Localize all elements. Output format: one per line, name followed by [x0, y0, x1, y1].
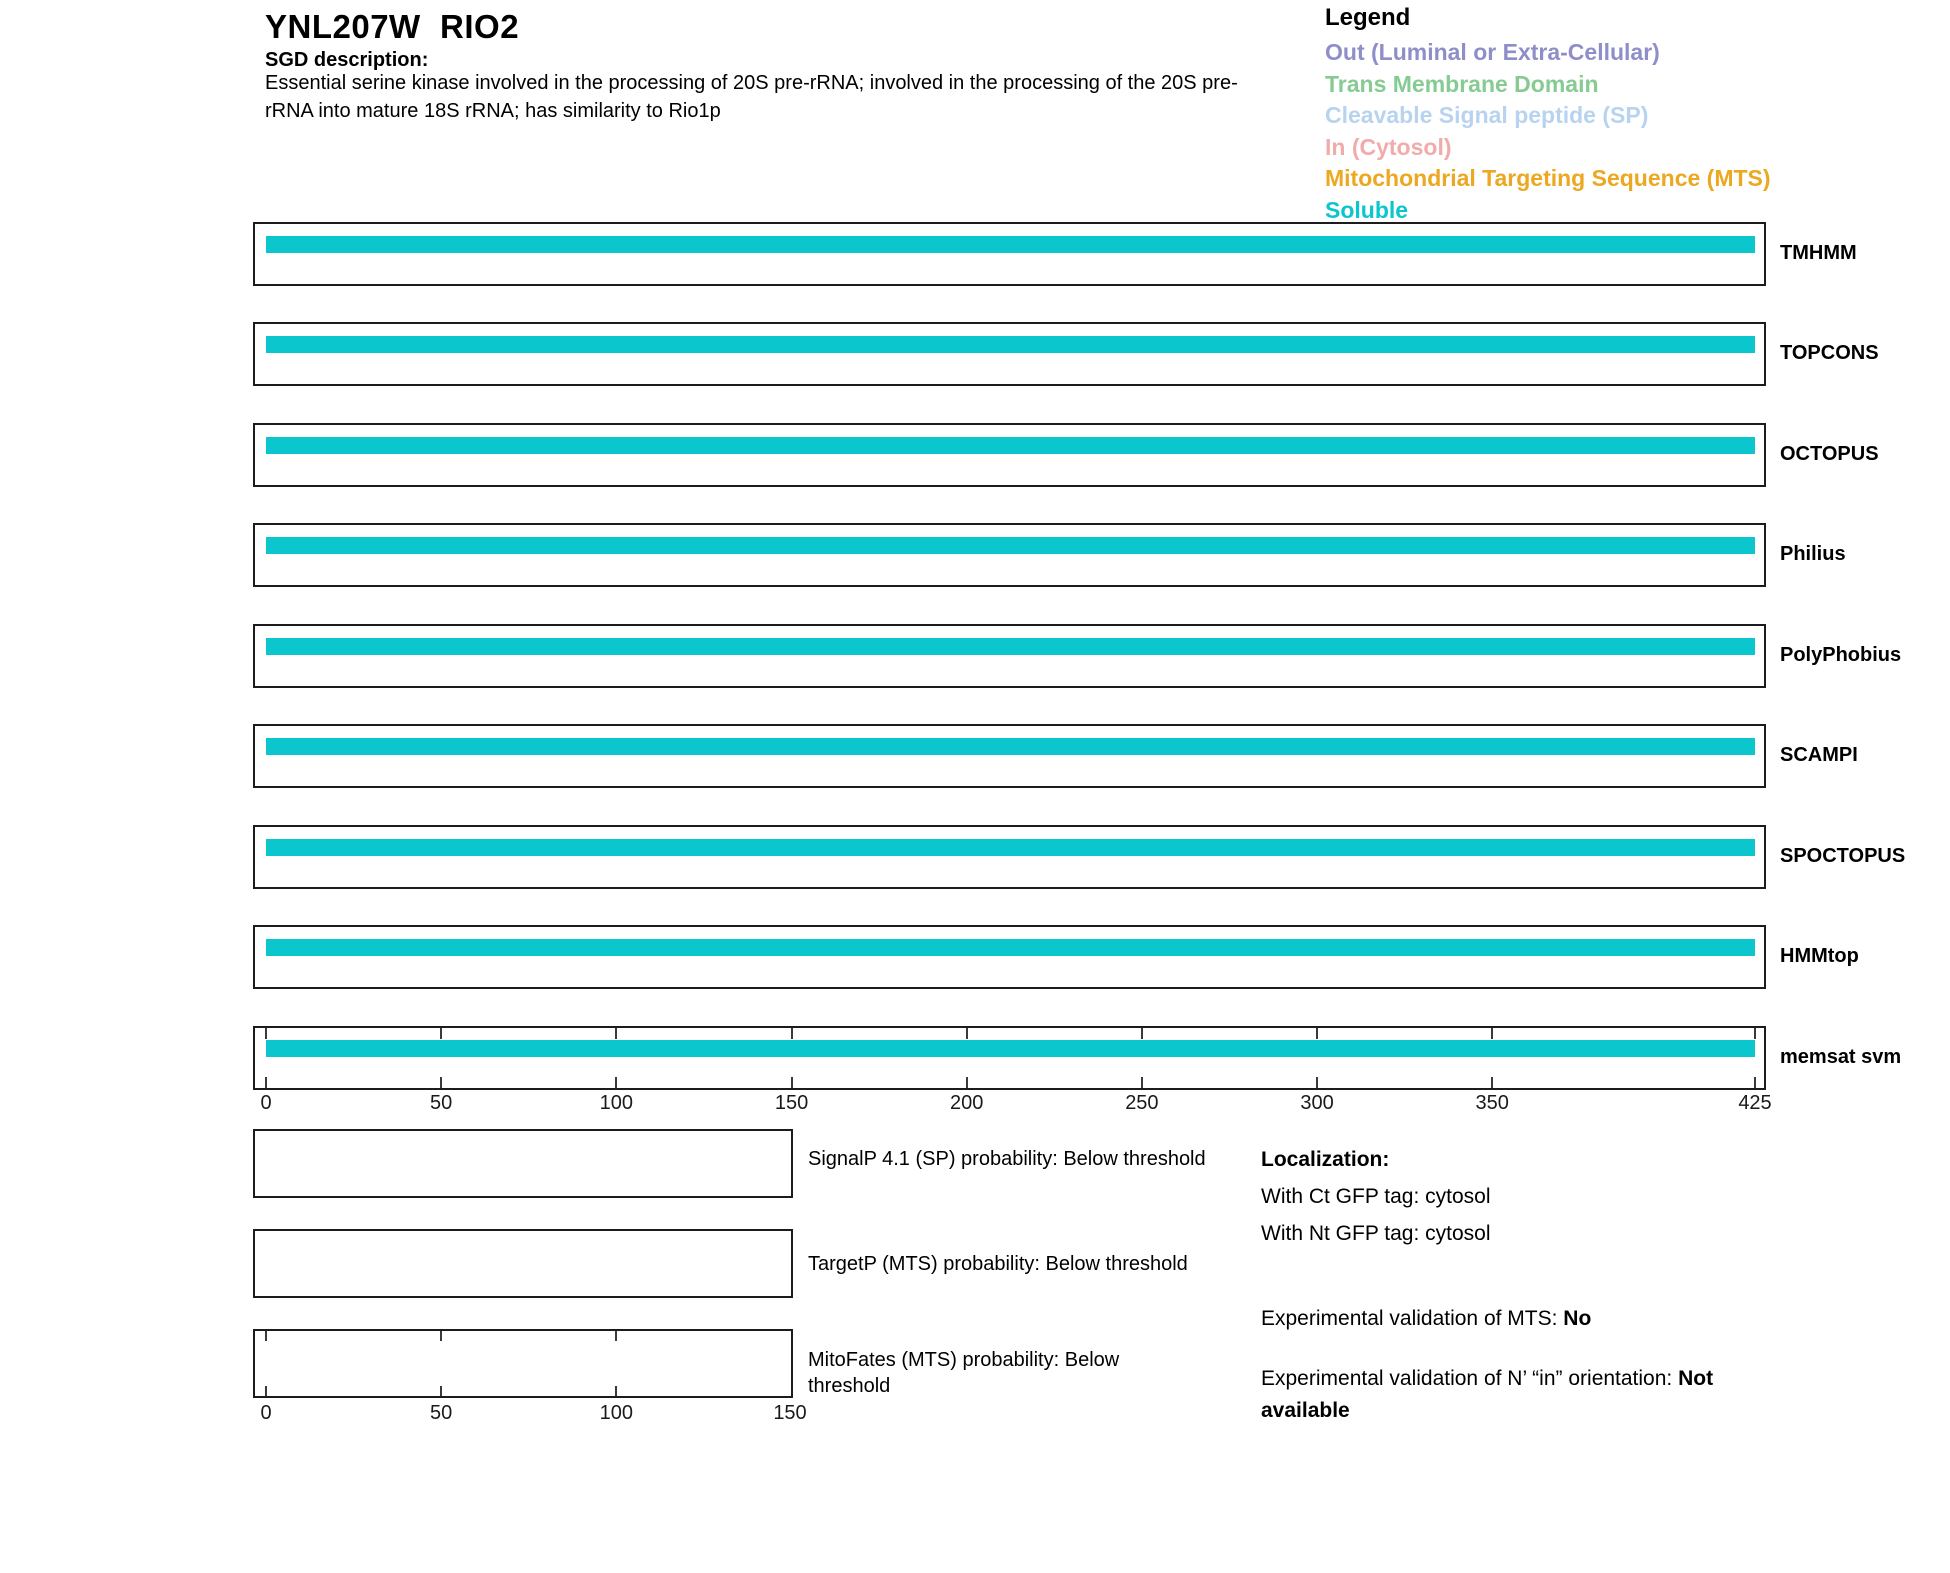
axis-tick-top	[966, 1028, 968, 1039]
track-box-hmmtop	[253, 925, 1766, 989]
panel-tick-bottom	[615, 1386, 617, 1396]
panel-box-targetp-mts-	[253, 1229, 793, 1298]
legend-item-3: Cleavable Signal peptide (SP)	[1325, 102, 1649, 128]
panel-box-signalp-4-1-sp-	[253, 1129, 793, 1198]
prediction-bar-soluble	[266, 738, 1755, 755]
localization-heading: Localization:	[1261, 1148, 1390, 1171]
nt-gfp-localization: With Nt GFP tag: cytosol	[1261, 1222, 1491, 1245]
axis-tick-top	[1141, 1028, 1143, 1039]
orientation-value: Not available	[1261, 1367, 1714, 1422]
mts-validation-prefix: Experimental validation of MTS:	[1261, 1307, 1564, 1330]
axis-tick-top	[1316, 1028, 1318, 1039]
axis-tick-bottom	[1141, 1077, 1143, 1088]
axis-tick-top	[265, 1028, 267, 1039]
prediction-bar-soluble	[266, 839, 1755, 856]
axis-tick-bottom	[791, 1077, 793, 1088]
panel-tick-top	[615, 1331, 617, 1341]
track-label-memsat-svm: memsat svm	[1780, 1046, 1902, 1068]
axis-tick-bottom	[615, 1077, 617, 1088]
orientation-prefix: Experimental validation of N’ “in” orientation:	[1261, 1367, 1679, 1390]
axis-tick-top	[1754, 1028, 1756, 1039]
axis-tick-top	[1491, 1028, 1493, 1039]
orientation-validation	[1261, 1363, 1796, 1427]
axis-tick-bottom	[265, 1077, 267, 1088]
axis-tick-label-250: 250	[1125, 1092, 1159, 1114]
axis-tick-label-200: 200	[950, 1092, 984, 1114]
track-box-topcons	[253, 322, 1766, 386]
axis-tick-top	[440, 1028, 442, 1039]
sgd-description-label: SGD description:	[265, 49, 429, 71]
panel-label-signalp-4-1-sp-: SignalP 4.1 (SP) probability: Below threshold	[808, 1148, 1206, 1170]
axis-tick-label-0: 0	[260, 1092, 272, 1114]
legend-title: Legend	[1325, 4, 1411, 31]
prediction-bar-soluble	[266, 638, 1755, 655]
track-box-spoctopus	[253, 825, 1766, 889]
panel-axis-label-50: 50	[430, 1402, 453, 1424]
legend	[1325, 4, 1771, 226]
prediction-bar-soluble	[266, 537, 1755, 554]
track-box-memsat-svm	[253, 1026, 1766, 1090]
page-title: YNL207W RIO2	[265, 8, 520, 45]
legend-item-2: Trans Membrane Domain	[1325, 70, 1599, 97]
axis-tick-label-100: 100	[599, 1092, 634, 1114]
axis-tick-label-300: 300	[1300, 1092, 1334, 1114]
axis-tick-label-350: 350	[1475, 1092, 1509, 1114]
track-label-polyphobius: PolyPhobius	[1780, 644, 1902, 666]
axis-tick-bottom	[966, 1077, 968, 1088]
track-box-polyphobius	[253, 624, 1766, 688]
prediction-bar-soluble	[266, 336, 1755, 353]
prediction-bar-soluble	[266, 939, 1755, 956]
panel-tick-bottom	[265, 1386, 267, 1396]
panel-label-targetp-mts-: TargetP (MTS) probability: Below threshold	[808, 1253, 1188, 1275]
panel-axis-label-100: 100	[599, 1402, 634, 1424]
legend-items	[1325, 37, 1771, 226]
prediction-bar-soluble	[266, 236, 1755, 253]
axis-tick-label-425: 425	[1738, 1092, 1772, 1114]
legend-item-4: In (Cytosol)	[1325, 133, 1452, 160]
prediction-bar-soluble	[266, 1040, 1755, 1057]
axis-tick-bottom	[440, 1077, 442, 1088]
ct-gfp-localization: With Ct GFP tag: cytosol	[1261, 1185, 1491, 1208]
track-box-philius	[253, 523, 1766, 587]
track-box-scampi	[253, 724, 1766, 788]
track-label-octopus: OCTOPUS	[1780, 443, 1879, 465]
track-box-octopus	[253, 423, 1766, 487]
panel-tick-bottom	[440, 1386, 442, 1396]
track-label-tmhmm: TMHMM	[1780, 242, 1857, 264]
panel-box-mitofates-mts-	[253, 1329, 793, 1398]
axis-tick-label-150: 150	[774, 1092, 809, 1114]
panel-axis-label-150: 150	[773, 1402, 807, 1424]
axis-tick-bottom	[1754, 1077, 1756, 1088]
mts-validation	[1261, 1303, 1591, 1335]
prediction-bar-soluble	[266, 437, 1755, 454]
track-box-tmhmm	[253, 222, 1766, 286]
sgd-description-text: Essential serine kinase involved in the processing of 20S pre-rRNA; involved in the processing of the 20S pre-rRNA into mature 18S rRNA; has similarity to Rio1p	[265, 72, 1238, 122]
track-label-spoctopus: SPOCTOPUS	[1780, 845, 1906, 867]
axis-tick-bottom	[1491, 1077, 1493, 1088]
legend-item-6: Soluble	[1325, 196, 1409, 223]
axis-tick-top	[615, 1028, 617, 1039]
mts-validation-value: No	[1563, 1307, 1592, 1330]
axis-tick-label-50: 50	[430, 1092, 453, 1114]
legend-item-5: Mitochondrial Targeting Sequence (MTS)	[1325, 165, 1771, 191]
axis-tick-top	[791, 1028, 793, 1039]
track-label-topcons: TOPCONS	[1780, 342, 1879, 364]
track-label-hmmtop: HMMtop	[1780, 945, 1859, 967]
track-label-philius: Philius	[1780, 543, 1846, 565]
panel-axis-label-0: 0	[260, 1402, 272, 1424]
panel-tick-top	[440, 1331, 442, 1341]
legend-item-1: Out (Luminal or Extra-Cellular)	[1325, 39, 1660, 65]
panel-label-mitofates-mts-: MitoFates (MTS) probability: Below threshold	[808, 1349, 1120, 1397]
panel-tick-top	[265, 1331, 267, 1341]
track-label-scampi: SCAMPI	[1780, 744, 1858, 766]
axis-tick-bottom	[1316, 1077, 1318, 1088]
